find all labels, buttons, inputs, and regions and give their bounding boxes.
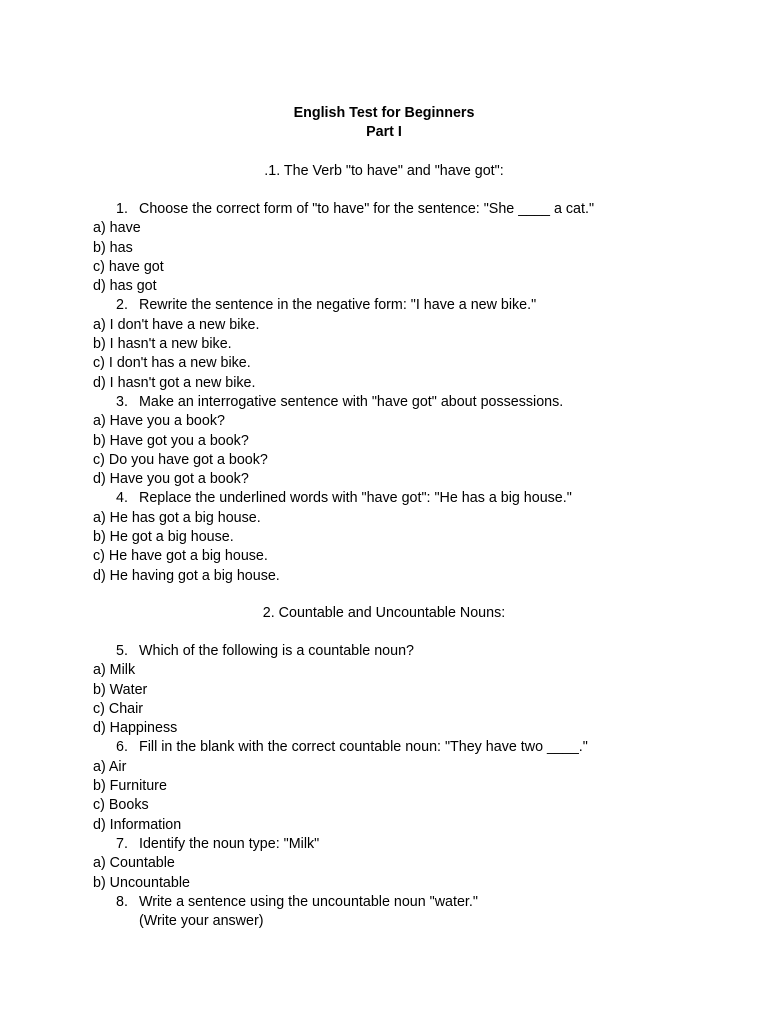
option: a) have bbox=[93, 220, 141, 237]
option: d) Information bbox=[93, 816, 182, 833]
option: a) Have you a book? bbox=[93, 413, 225, 430]
question-3: 3. Make an interrogative sentence with "have got" about possessions. bbox=[116, 393, 564, 410]
section-title-2: 2. Countable and Uncountable Nouns: bbox=[262, 605, 506, 621]
option: c) He have got a big house. bbox=[93, 548, 268, 565]
option: b) Uncountable bbox=[93, 874, 190, 891]
document-header bbox=[0, 104, 768, 143]
option: c) I don't has a new bike. bbox=[93, 355, 251, 372]
question-4: 4. Replace the underlined words with "have got": "He has a big house." bbox=[116, 490, 572, 507]
question-7: 7. Identify the noun type: "Milk" bbox=[116, 835, 320, 852]
document-title: English Test for Beginners bbox=[293, 105, 475, 121]
section-2-questions bbox=[93, 642, 733, 931]
option: b) He got a big house. bbox=[93, 529, 234, 546]
option: a) I don't have a new bike. bbox=[93, 316, 260, 333]
option: a) Milk bbox=[93, 662, 136, 679]
question-6: 6. Fill in the blank with the correct countable noun: "They have two ____." bbox=[116, 739, 588, 756]
option: d) Happiness bbox=[93, 720, 178, 737]
option: c) Do you have got a book? bbox=[93, 451, 268, 468]
option: d) Have you got a book? bbox=[93, 471, 249, 488]
answer-note: (Write your answer) bbox=[139, 913, 264, 930]
option: a) He has got a big house. bbox=[93, 509, 261, 526]
option: d) has got bbox=[93, 278, 157, 295]
option: b) Water bbox=[93, 681, 148, 698]
question-8: 8. Write a sentence using the uncountable noun "water." bbox=[116, 893, 478, 910]
option: b) Furniture bbox=[93, 778, 167, 795]
option: b) has bbox=[93, 239, 133, 256]
section-1-questions bbox=[93, 200, 733, 586]
option: c) Books bbox=[93, 797, 149, 814]
option: d) I hasn't got a new bike. bbox=[93, 374, 256, 391]
document-part: Part I bbox=[366, 124, 402, 141]
question-2: 2. Rewrite the sentence in the negative form: "I have a new bike." bbox=[116, 297, 537, 314]
option: c) Chair bbox=[93, 700, 144, 717]
question-5: 5. Which of the following is a countable noun? bbox=[116, 643, 414, 659]
section-title-1: .1. The Verb "to have" and "have got": bbox=[264, 163, 504, 179]
option: c) have got bbox=[93, 258, 164, 275]
option: a) Air bbox=[93, 758, 127, 775]
option: b) I hasn't a new bike. bbox=[93, 336, 232, 353]
option: d) He having got a big house. bbox=[93, 567, 280, 584]
question-1: 1. Choose the correct form of "to have" for the sentence: "She ____ a cat." bbox=[116, 201, 595, 217]
option: b) Have got you a book? bbox=[93, 432, 249, 449]
option: a) Countable bbox=[93, 855, 175, 872]
